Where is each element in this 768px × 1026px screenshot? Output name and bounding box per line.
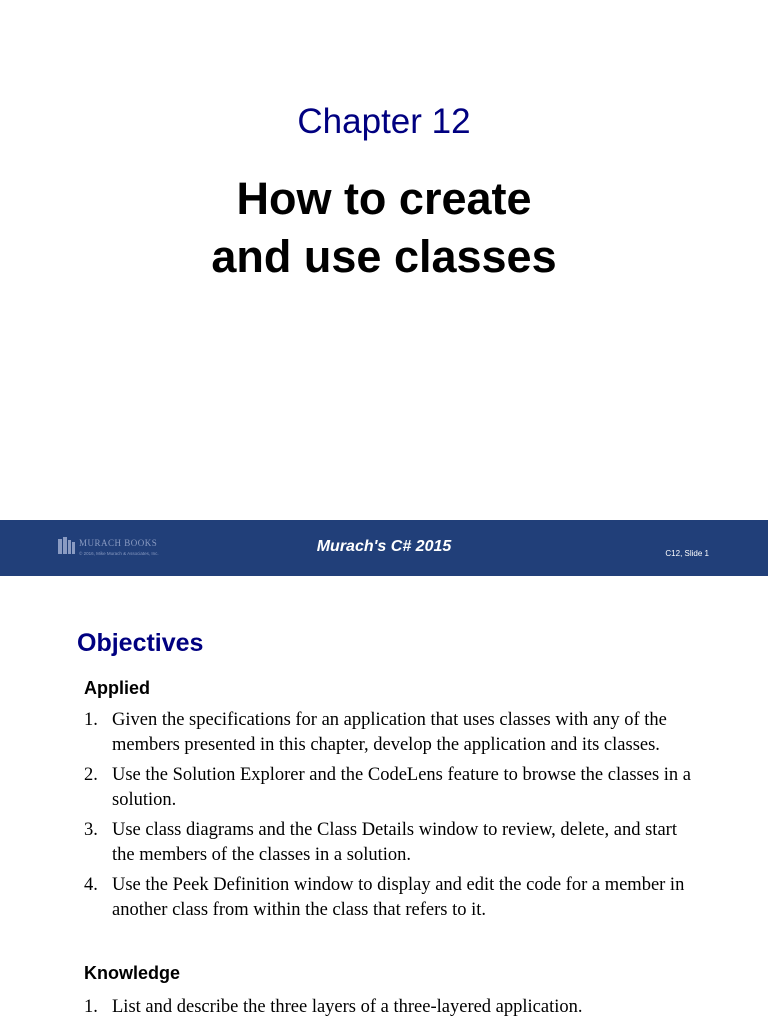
- applied-list: [84, 708, 704, 928]
- copyright-text: © 2016, Mike Murach & Associates, Inc.: [79, 551, 159, 556]
- item-text: Use the Solution Explorer and the CodeLens feature to browse the classes in a solution.: [112, 765, 691, 810]
- objectives-heading: Objectives: [77, 629, 204, 657]
- slide-footer-bar: [0, 520, 768, 576]
- publisher-name: MURACH BOOKS: [79, 538, 158, 548]
- chapter-title: [0, 170, 768, 286]
- item-text: Use class diagrams and the Class Details window to review, delete, and start the members of the classes in a solution.: [112, 820, 677, 865]
- item-number: 1.: [84, 997, 98, 1017]
- item-number: 3.: [84, 820, 98, 840]
- item-number: 2.: [84, 765, 98, 785]
- applied-heading: Applied: [84, 678, 150, 698]
- list-item: [84, 995, 704, 1020]
- item-number: 4.: [84, 875, 98, 895]
- chapter-title-line-1: How to create: [236, 173, 532, 224]
- list-item: [84, 708, 704, 757]
- chapter-label: Chapter 12: [297, 102, 471, 141]
- chapter-title-line-2: and use classes: [211, 231, 557, 282]
- item-text: List and describe the three layers of a three-layered application.: [112, 997, 583, 1017]
- list-item: [84, 873, 704, 922]
- book-title: Murach's C# 2015: [316, 538, 452, 555]
- list-item: [84, 763, 704, 812]
- list-item: [84, 818, 704, 867]
- item-text: Given the specifications for an application that uses classes with any of the members presented in this chapter, develop the application and its classes.: [112, 710, 667, 755]
- knowledge-list: [84, 995, 704, 1026]
- knowledge-heading: Knowledge: [84, 963, 181, 983]
- slide-number: C12, Slide 1: [665, 549, 709, 558]
- item-text: Use the Peek Definition window to display and edit the code for a member in another class from within the class that refers to it.: [112, 875, 685, 920]
- item-number: 1.: [84, 710, 98, 730]
- objectives-slide: [0, 576, 768, 1024]
